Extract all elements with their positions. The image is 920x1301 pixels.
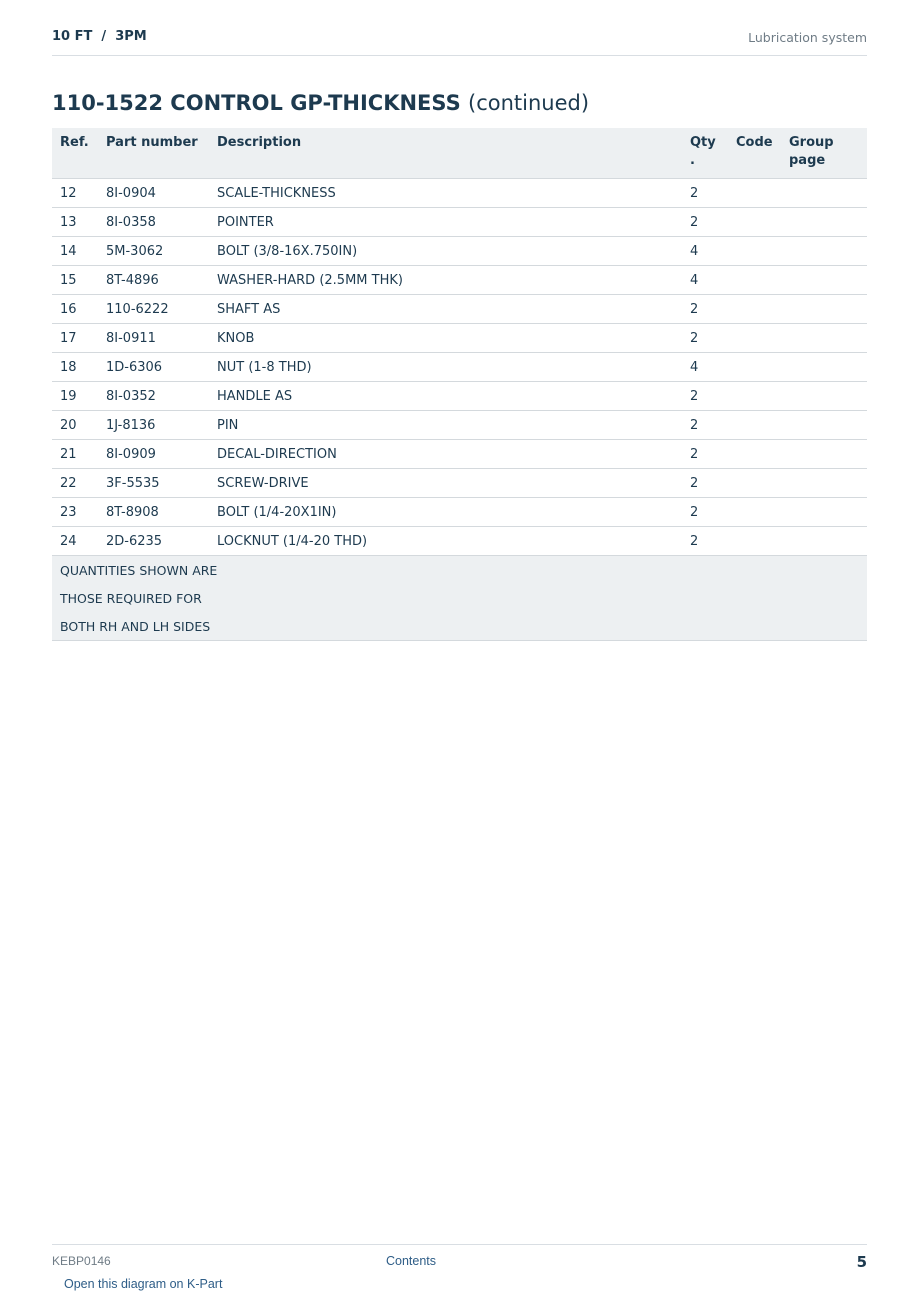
cell-qty: 2: [682, 324, 728, 353]
table-row: [52, 237, 867, 266]
cell-description: KNOB: [209, 324, 682, 353]
cell-description: DECAL-DIRECTION: [209, 440, 682, 469]
table-row: [52, 440, 867, 469]
page-title: [52, 90, 589, 116]
cell-group-page: [781, 324, 867, 353]
cell-qty: 2: [682, 527, 728, 556]
col-header-ref: Ref.: [52, 128, 98, 179]
col-header-part-number: Part number: [98, 128, 209, 179]
cell-part-number: 8I-0909: [98, 440, 209, 469]
cell-group-page: [781, 527, 867, 556]
table-row: [52, 208, 867, 237]
cell-group-page: [781, 179, 867, 208]
open-in-kpart-link[interactable]: Open this diagram on K-Part: [64, 1277, 223, 1291]
cell-group-page: [781, 469, 867, 498]
cell-description: BOLT (1/4-20X1IN): [209, 498, 682, 527]
cell-part-number: 8I-0911: [98, 324, 209, 353]
cell-group-page: [781, 237, 867, 266]
table-note: QUANTITIES SHOWN ARE: [52, 556, 867, 585]
cell-code: [728, 353, 781, 382]
cell-ref: 12: [52, 179, 98, 208]
parts-table: [52, 128, 867, 641]
cell-ref: 23: [52, 498, 98, 527]
table-row: [52, 382, 867, 411]
cell-ref: 16: [52, 295, 98, 324]
table-row: [52, 353, 867, 382]
page-footer: [52, 1244, 867, 1301]
cell-group-page: [781, 266, 867, 295]
cell-qty: 2: [682, 295, 728, 324]
table-row: [52, 266, 867, 295]
col-header-description: Description: [209, 128, 682, 179]
cell-code: [728, 440, 781, 469]
table-row: [52, 411, 867, 440]
cell-ref: 19: [52, 382, 98, 411]
cell-code: [728, 527, 781, 556]
cell-part-number: 1D-6306: [98, 353, 209, 382]
cell-qty: 2: [682, 179, 728, 208]
cell-ref: 14: [52, 237, 98, 266]
cell-group-page: [781, 440, 867, 469]
cell-part-number: 2D-6235: [98, 527, 209, 556]
cell-part-number: 110-6222: [98, 295, 209, 324]
cell-ref: 24: [52, 527, 98, 556]
cell-code: [728, 237, 781, 266]
cell-qty: 2: [682, 208, 728, 237]
cell-description: SHAFT AS: [209, 295, 682, 324]
cell-code: [728, 498, 781, 527]
cell-code: [728, 179, 781, 208]
table-row: [52, 527, 867, 556]
cell-ref: 21: [52, 440, 98, 469]
cell-qty: 2: [682, 382, 728, 411]
cell-group-page: [781, 295, 867, 324]
cell-qty: 2: [682, 498, 728, 527]
document-id: KEBP0146: [52, 1254, 111, 1268]
table-note-row: [52, 584, 867, 612]
cell-description: NUT (1-8 THD): [209, 353, 682, 382]
cell-ref: 20: [52, 411, 98, 440]
cell-ref: 17: [52, 324, 98, 353]
cell-code: [728, 324, 781, 353]
cell-qty: 2: [682, 469, 728, 498]
cell-ref: 13: [52, 208, 98, 237]
cell-part-number: 8I-0358: [98, 208, 209, 237]
cell-group-page: [781, 353, 867, 382]
cell-code: [728, 411, 781, 440]
cell-part-number: 8I-0904: [98, 179, 209, 208]
table-note: THOSE REQUIRED FOR: [52, 584, 867, 612]
table-row: [52, 498, 867, 527]
cell-ref: 18: [52, 353, 98, 382]
title-suffix: (continued): [468, 91, 590, 115]
table-header-row: [52, 128, 867, 179]
title-main: 110-1522 CONTROL GP-THICKNESS: [52, 91, 461, 115]
cell-ref: 15: [52, 266, 98, 295]
cell-group-page: [781, 208, 867, 237]
contents-link[interactable]: Contents: [386, 1254, 437, 1268]
page-number: 5: [856, 1253, 867, 1271]
table-row: [52, 179, 867, 208]
cell-description: SCREW-DRIVE: [209, 469, 682, 498]
cell-code: [728, 295, 781, 324]
section-name: Lubrication system: [748, 30, 867, 45]
cell-code: [728, 469, 781, 498]
table-row: [52, 324, 867, 353]
table-note: BOTH RH AND LH SIDES: [52, 612, 867, 641]
cell-description: SCALE-THICKNESS: [209, 179, 682, 208]
cell-group-page: [781, 382, 867, 411]
cell-qty: 2: [682, 440, 728, 469]
cell-group-page: [781, 498, 867, 527]
col-header-code: Code: [728, 128, 781, 179]
cell-qty: 4: [682, 353, 728, 382]
cell-ref: 22: [52, 469, 98, 498]
cell-code: [728, 266, 781, 295]
table-row: [52, 469, 867, 498]
cell-qty: 4: [682, 266, 728, 295]
cell-part-number: 3F-5535: [98, 469, 209, 498]
parts-table-body: [52, 179, 867, 641]
table-note-row: [52, 612, 867, 641]
col-header-group-page: Group page: [781, 128, 867, 179]
machine-model: 10 FT / 3PM: [52, 29, 147, 44]
cell-part-number: 8T-4896: [98, 266, 209, 295]
cell-part-number: 8I-0352: [98, 382, 209, 411]
cell-code: [728, 382, 781, 411]
cell-description: BOLT (3/8-16X.750IN): [209, 237, 682, 266]
cell-description: PIN: [209, 411, 682, 440]
cell-group-page: [781, 411, 867, 440]
cell-description: WASHER-HARD (2.5MM THK): [209, 266, 682, 295]
cell-description: HANDLE AS: [209, 382, 682, 411]
cell-code: [728, 208, 781, 237]
cell-qty: 4: [682, 237, 728, 266]
cell-part-number: 5M-3062: [98, 237, 209, 266]
page-header: [52, 28, 867, 56]
table-row: [52, 295, 867, 324]
col-header-qty: Qty .: [682, 128, 728, 179]
cell-description: LOCKNUT (1/4-20 THD): [209, 527, 682, 556]
cell-part-number: 8T-8908: [98, 498, 209, 527]
cell-qty: 2: [682, 411, 728, 440]
cell-part-number: 1J-8136: [98, 411, 209, 440]
table-note-row: [52, 556, 867, 585]
cell-description: POINTER: [209, 208, 682, 237]
